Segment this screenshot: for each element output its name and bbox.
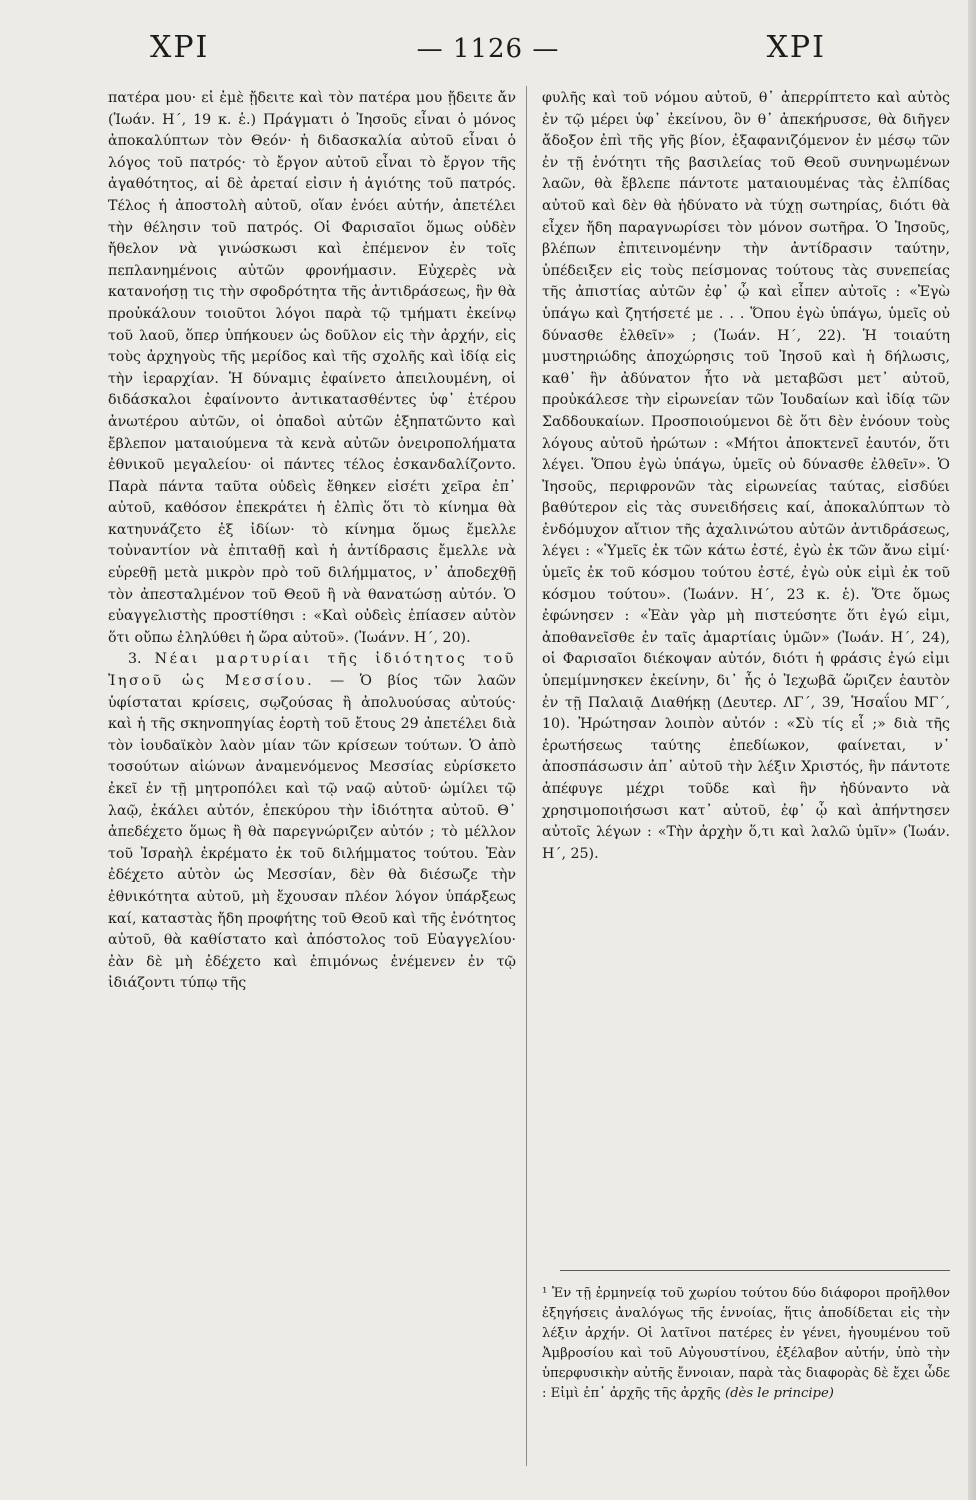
- scan-edge: [968, 0, 976, 1500]
- footnote-latin: (dès le principe): [724, 1386, 834, 1401]
- footnote: [542, 1284, 950, 1404]
- left-paragraph-1: πατέρα μου· εἰ ἐμὲ ᾔδειτε καὶ τὸν πατέρα μου ᾔδειτε ἄν (Ἰωάν. Η΄, 19 κ. ἑ.) Πράγματι ὁ Ἰησοῦς εἶναι ὁ μόνος ἀποκαλύπτων τὸν Θεόν· ἡ διδασκαλία αὐτοῦ εἶναι ὁ λόγος τοῦ πατρός· τὸ ἔργον αὐτοῦ εἶναι τὸ ἔργον τῆς ἀγαθότητος, αἱ δὲ ἀρεταί εἰσιν ἡ ἁγιότης τοῦ πατρός. Τέλος ἡ ἀποστολὴ αὐτοῦ, οἵαν ἐνόει αὐτήν, ἀπετέλει τὴν θέλησιν τοῦ πατρός. Οἱ Φαρισαῖοι ὅμως οὐδὲν ἤθελον νὰ γινώσκωσι καὶ ἐπέμενον ἐν τοῖς πεπλανημένοις αὐτῶν φρονήμασιν. Εὐχερὲς νὰ κατανοήσῃ τις τὴν σφοδρότητα τῆς ἀντιδράσεως, ἣν θὰ προὐκάλουν τοιοῦτοι λόγοι παρὰ τῷ τμήματι ἐκείνῳ τοῦ λαοῦ, ὅπερ ὑπήκουεν ὡς δοῦλον εἰς τὴν ἀρχήν, εἰς τοὺς ἀρχηγοὺς τῆς μερίδος καὶ τῆς σχολῆς καὶ ἰδίᾳ εἰς τὴν ἱεραρχίαν. Ἡ δύναμις ἐφαίνετο ἀπειλουμένη, οἱ διδάσκαλοι ἐφαίνοντο ἀντικατασθέντες ὑφ᾽ ἑτέρου ἀνωτέρου αὐτῶν, οἱ ὀπαδοὶ αὐτῶν ἐξηπατῶντο καὶ ἔβλεπον ματαιούμενα τὰ κενὰ αὐτῶν ὀνειροπολήματα ἐθνικοῦ μεγαλείου· οἱ πάντες τέλος ἐσκανδαλίζοντο. Παρὰ πάντα ταῦτα οὐδεὶς ἔθηκεν εἰσέτι χεῖρα ἐπ᾽ αὐτοῦ, καθόσον ἐπεκράτει ἡ ἐλπὶς ὅτι τὸ κίνημα θὰ κατηυνάζετο ἐξ ἰδίων· τὸ κίνημα ὅμως ἔμελλε τοὐναντίον νὰ ἐπιταθῇ καὶ ἡ ἀντίδρασις ἔμελλε νὰ εὑρεθῇ μετὰ μικρὸν πρὸ τοῦ διλήμματος, ν᾽ ἀποδεχθῇ τὸν ἀπεσταλμένον τοῦ Θεοῦ ἢ νὰ θανατώσῃ αὐτόν. Ὁ εὐαγγελιστὴς προστίθησι : «Καὶ οὐδεὶς ἐπίασεν αὐτὸν ὅτι οὔπω ἐληλύθει ἡ ὥρα αὐτοῦ». (Ἰωάνν. Η΄, 20).: [108, 90, 516, 646]
- right-paragraph: φυλῆς καὶ τοῦ νόμου αὐτοῦ, θ᾽ ἀπερρίπτετο καὶ αὐτὸς ἐν τῷ μέρει ὑφ᾽ ἐκείνου, ὃν θ᾽ ἀπεκήρυσσε, θὰ διῆγεν ἄδοξον ἐπὶ τῆς γῆς βίον, ἐξαφανιζόμενον ἐν μέσῳ τῶν ἐν τῇ ἑνότητι τῆς βασιλείας τοῦ Θεοῦ συνηνωμένων λαῶν, θὰ ἔβλεπε πάντοτε ματαιουμένας τὰς ἐλπίδας αὐτοῦ καὶ δὲν θὰ ἠδύνατο νὰ τύχῃ σωτηρίας, διότι θὰ εἶχεν ἤδη παραγνωρίσει τὸν μόνον σωτῆρα. Ὁ Ἰησοῦς, βλέπων ἐπιτεινομένην τὴν ἀντίδρασιν ταύτην, ὑπέδειξεν εἰς τοὺς πείσμονας τούτους τὰς συνεπείας τῆς ἀπιστίας αὐτῶν ἐφ᾽ ᾧ καὶ εἶπεν αὐτοῖς : «Ἐγὼ ὑπάγω καὶ ζητήσετέ με . . . Ὅπου ἐγὼ ὑπάγω, ὑμεῖς οὐ δύνασθε ἐλθεῖν» ; (Ἰωάν. Η΄, 22). Ἡ τοιαύτη μυστηριώδης ἀποχώρησις τοῦ Ἰησοῦ καὶ ἡ δήλωσις, καθ᾽ ἣν ἀδύνατον ἦτο νὰ μεταβῶσι μετ᾽ αὐτοῦ, προὐκάλεσε τὴν εἰρωνείαν τῶν Ἰουδαίων καὶ ἰδίᾳ τῶν Σαδδουκαίων. Προσποιούμενοι δὲ ὅτι δὲν ἐνόουν τοὺς λόγους αὐτοῦ ἠρώτων : «Μήτοι ἀποκτενεῖ ἑαυτόν, ὅτι λέγει. Ὅπου ἐγὼ ὑπάγω, ὑμεῖς οὐ δύνασθε ἐλθεῖν». Ὁ Ἰησοῦς, περιφρονῶν τὰς εἰρωνείας ταύτας, εἰσδύει βαθύτερον εἰς τὰς συνειδήσεις καί, ἀποκαλύπτων τὸ ἐνδόμυχον αἴτιον τῆς ἀχαλινώτου αὐτῶν ἀντιδράσεως, λέγει : «Ὑμεῖς ἐκ τῶν κάτω ἐστέ, ἐγὼ ἐκ τῶν ἄνω εἰμί· ὑμεῖς ἐκ τοῦ κόσμου τούτου ἐστέ, ἐγὼ οὐκ εἰμὶ ἐκ τοῦ κόσμου τούτου». (Ἰωάνν. Η΄, 23 κ. ἑ). Ὅτε ὅμως ἐφώνησεν : «Ἐὰν γὰρ μὴ πιστεύσητε ὅτι ἐγώ εἰμι, ἀποθανεῖσθε ἐν ταῖς ἁμαρτίαις ὑμῶν» (Ἰωάν. Η΄, 24), οἱ Φαρισαῖοι διέκοψαν αὐτόν, διότι ἡ φράσις ἐγώ εἰμι ὑπεμίμνησκεν ἐκείνην, δι᾽ ἧς ὁ Ἰεχωβᾶ ὥριζεν ἑαυτὸν ἐν τῇ Παλαιᾷ Διαθήκῃ (Δευτερ. ΛΓ΄, 39, Ἡσαΐου ΜΓ΄, 10). Ἠρώτησαν λοιπὸν αὐτόν : «Σὺ τίς εἶ ;» διὰ τῆς ἐρωτήσεως ταύτης ἐπεδίωκον, φαίνεται, ν᾽ ἀποσπάσωσιν ἀπ᾽ αὐτοῦ τὴν λέξιν Χριστός, ἣν πάντοτε ἀπέφυγε μέχρι τοῦδε καὶ ἣν ἠδύναντο νὰ χρησιμοποιήσωσι κατ᾽ αὐτοῦ, ἐφ᾽ ᾧ καὶ ἀπήντησεν αὐτοῖς λέγων : «Τὴν ἀρχὴν ὅ,τι καὶ λαλῶ ὑμῖν» (Ἰωάν. Η΄, 25).: [542, 90, 950, 862]
- section-paragraph: [108, 649, 516, 995]
- section-number: 3.: [128, 651, 142, 668]
- footnote-rule: [560, 1270, 950, 1271]
- footnote-text: ¹ Ἐν τῇ ἑρμηνείᾳ τοῦ χωρίου τούτου δύο διάφοροι προῆλθον ἐξηγήσεις ἀναλόγως τῆς ἐννοίας, ἥτις ἀποδίδεται εἰς τὴν λέξιν ἀρχήν. Οἱ λατῖνοι πατέρες ἐν γένει, ἡγουμένου τοῦ Ἀμβροσίου καὶ τοῦ Αὐγουστίνου, ἐξέλαβον αὐτήν, ὑπὸ τὴν ὑπερφυσικὴν αὐτῆς ἔννοιαν, παρὰ τὰς διαφορὰς δὲ ἔχει ὧδε : Εἰμὶ ἐπ᾽ ἀρχῆς τῆς ἀρχῆς: [542, 1286, 950, 1401]
- right-column: [542, 88, 950, 865]
- page-number: — 1126 —: [416, 34, 560, 64]
- left-column: [108, 88, 516, 995]
- header-right-word: ΧΡΙ: [766, 30, 826, 65]
- running-header: [150, 30, 826, 65]
- column-divider: [526, 86, 527, 1466]
- header-left-word: ΧΡΙ: [150, 30, 210, 65]
- left-paragraph-2: — Ὁ βίος τῶν λαῶν ὑφίσταται κρίσεις, σῳζούσας ἢ ἀπολυούσας αὐτούς· καὶ ἡ τῆς σκηνοπηγίας ἑορτὴ τοῦ ἔτους 29 ἀπετέλει διὰ τὸν ἰουδαϊκὸν λαὸν μίαν τῶν κρίσεων τούτων. Ὁ ἀπὸ τοσούτων αἰώνων ἀναμενόμενος Μεσσίας εὑρίσκετο ἐκεῖ ἐν τῇ μητροπόλει καὶ τῷ ναῷ αὐτοῦ· ὡμίλει τῷ λαῷ, ἐκάλει αὐτόν, ἐπεκύρου τὴν ἰδιότητα αὐτοῦ. Θ᾽ ἀπεδέχετο ὅμως ἢ θὰ παρεγνώριζεν αὐτόν ; τὸ μέλλον τοῦ Ἰσραὴλ ἐκρέματο ἐκ τοῦ διλήμματος τούτου. Ἐὰν ἐδέχετο αὐτὸν ὡς Μεσσίαν, δὲν θὰ διέσωζε τὴν ἐθνικότητα αὐτοῦ, μὴ ἔχουσαν πλέον λόγον ὑπάρξεως καί, καταστὰς ἤδη προφήτης τοῦ Θεοῦ καὶ τῆς ἑνότητος αὐτοῦ, θὰ καθίστατο καὶ ἀπόστολος τοῦ Εὐαγγελίου· ἐὰν δὲ μὴ ἐδέχετο καὶ ἐπιμόνως ἐνέμενεν ἐν τῷ ἰδιάζοντι τύπῳ τῆς: [108, 673, 517, 992]
- section-heading: Νέαι μαρτυρίαι τῆς ἰδιότητος τοῦ Ἰησοῦ ὡς Μεσσίου.: [108, 651, 517, 690]
